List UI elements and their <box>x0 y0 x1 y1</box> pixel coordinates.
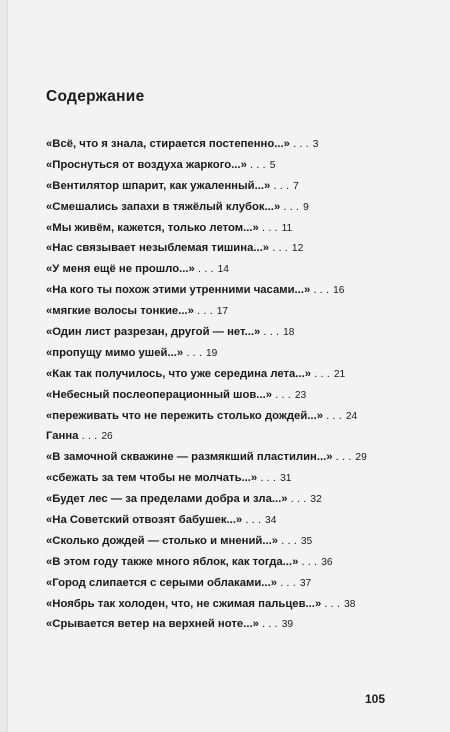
toc-entry-page: 18 <box>283 327 295 339</box>
page-number: 105 <box>365 692 386 706</box>
toc-entry-leader: . . . <box>269 242 288 255</box>
toc-entry-leader: . . . <box>193 305 213 318</box>
toc-entry-page: 14 <box>217 264 229 276</box>
toc-entry-page: 31 <box>280 473 292 485</box>
toc-entry-leader: . . . <box>298 555 318 568</box>
toc-entry-title: «Проснуться от воздуха жаркого...» <box>46 158 247 171</box>
toc-entry-leader: . . . <box>257 472 277 485</box>
toc-entry-title: «пропущу мимо ушей...» <box>46 346 184 359</box>
toc-entry <box>46 597 436 618</box>
toc-entry-title: «Один лист разрезан, другой — нет...» <box>46 326 261 339</box>
toc-entry <box>46 158 436 179</box>
toc-entry-leader: . . . <box>278 534 297 547</box>
toc-entry-page: 17 <box>216 306 229 318</box>
toc-entry-title: «На кого ты похож этими утренними часами...» <box>46 284 311 297</box>
toc-entry <box>46 429 436 450</box>
toc-entry-page: 39 <box>281 619 294 631</box>
toc-entry <box>46 576 436 597</box>
toc-entry-page: 29 <box>355 452 367 464</box>
toc-entry <box>46 304 436 325</box>
toc-entry <box>46 513 436 534</box>
toc-entry <box>46 221 436 242</box>
toc-entry <box>46 388 436 409</box>
toc-entry-leader: . . . <box>332 451 352 464</box>
toc-entry-title: «Нас связывает незыблемая тишина...» <box>46 242 270 255</box>
toc-entry-title: «сбежать за тем чтобы не молчать...» <box>46 472 258 485</box>
toc-entry-page: 9 <box>303 201 309 213</box>
toc-entry-title: «переживать что не пережить столько дождей...» <box>46 409 323 422</box>
toc-entry-leader: . . . <box>258 221 278 234</box>
toc-entry-page: 32 <box>310 494 322 506</box>
toc-entry <box>46 325 436 346</box>
toc-entry-title: «На Советский отвозят бабушек...» <box>46 514 243 527</box>
toc-entry-leader: . . . <box>258 618 278 631</box>
page-title: Содержание <box>46 88 145 105</box>
toc-entry-title: «Смешались запахи в тяжёлый клубок...» <box>46 200 281 213</box>
toc-entry-title: «Город слипается с серыми облаками...» <box>46 576 277 589</box>
toc-entry-page: 19 <box>205 347 218 359</box>
toc-entry-title: «Как так получилось, что уже середина лета...» <box>46 367 312 380</box>
toc-entry-title: «Будет лес — за пределами добра и зла...» <box>46 493 288 506</box>
toc-entry-title: «Ноябрь так холоден, что, не сжимая пальцев...» <box>46 597 322 610</box>
toc-entry-page: 16 <box>333 285 345 297</box>
toc-entry <box>46 492 436 513</box>
toc-entry-page: 38 <box>344 598 356 610</box>
toc-entry-page: 7 <box>293 180 299 192</box>
toc-entry <box>46 346 436 367</box>
toc-entry-leader: . . . <box>310 284 330 297</box>
toc-entry-title: «В замочной скважине — размякший пластилин...» <box>46 451 333 464</box>
toc-entry <box>46 471 436 492</box>
toc-entry <box>46 200 436 221</box>
toc-entry-title: «Мы живём, кажется, только летом...» <box>46 221 259 234</box>
toc-entry-leader: . . . <box>242 514 262 527</box>
toc-entry-title: «Всё, что я знала, стирается постепенно...» <box>46 138 290 150</box>
toc-entry-leader: . . . <box>270 179 290 192</box>
toc-entry <box>46 283 436 304</box>
toc-entry-title: «В этом году также много яблок, как тогда...» <box>46 555 299 568</box>
toc-entry-page: 37 <box>299 577 312 589</box>
toc-entry-leader: . . . <box>289 138 309 150</box>
toc-entry-page: 11 <box>281 222 293 234</box>
toc-entry-page: 21 <box>333 368 346 380</box>
toc-entry <box>46 367 436 388</box>
toc-entry-leader: . . . <box>277 576 296 589</box>
toc-entry-leader: . . . <box>260 326 280 339</box>
toc-entry-leader: . . . <box>280 200 300 213</box>
toc-entry <box>46 179 436 200</box>
book-page <box>8 0 450 732</box>
toc-entry-leader: . . . <box>246 158 266 171</box>
toc-entry-leader: . . . <box>78 430 98 443</box>
toc-entry <box>46 617 436 638</box>
toc-entry-title: «мягкие волосы тонкие...» <box>46 305 194 318</box>
toc-entry-leader: . . . <box>272 388 291 401</box>
toc-entry-leader: . . . <box>311 367 330 380</box>
toc-entry-page: 24 <box>345 410 358 422</box>
toc-entry-page: 12 <box>291 243 304 255</box>
toc-entry-leader: . . . <box>194 263 214 276</box>
toc-entry-page: 3 <box>312 139 319 150</box>
toc-entry-page: 5 <box>269 159 276 171</box>
toc-entry-title: «Вентилятор шпарит, как ужаленный...» <box>46 179 271 192</box>
toc-entry <box>46 555 436 576</box>
toc-entry-page: 36 <box>321 556 333 568</box>
toc-entry-title: «Срывается ветер на верхней ноте...» <box>46 618 259 631</box>
toc-entry-page: 23 <box>294 389 307 401</box>
toc-entry <box>46 409 436 430</box>
toc-entry <box>46 450 436 471</box>
toc-entry-leader: . . . <box>323 409 342 422</box>
toc-entry-title: Ганна <box>46 430 79 443</box>
toc-entry <box>46 137 436 158</box>
toc-entry-page: 34 <box>265 515 277 527</box>
toc-entry <box>46 241 436 262</box>
toc-entry-page: 35 <box>300 535 313 547</box>
toc-entry-leader: . . . <box>321 597 341 610</box>
toc-entry <box>46 534 436 555</box>
toc-entry-title: «У меня ещё не прошло...» <box>46 263 195 276</box>
toc-entry-leader: . . . <box>183 346 202 359</box>
toc-entry-leader: . . . <box>287 493 307 506</box>
toc-entry-title: «Небесный послеоперационный шов...» <box>46 388 273 401</box>
table-of-contents <box>46 137 436 638</box>
toc-entry-page: 26 <box>101 431 113 443</box>
toc-entry <box>46 262 436 283</box>
toc-entry-title: «Сколько дождей — столько и мнений...» <box>46 534 279 547</box>
